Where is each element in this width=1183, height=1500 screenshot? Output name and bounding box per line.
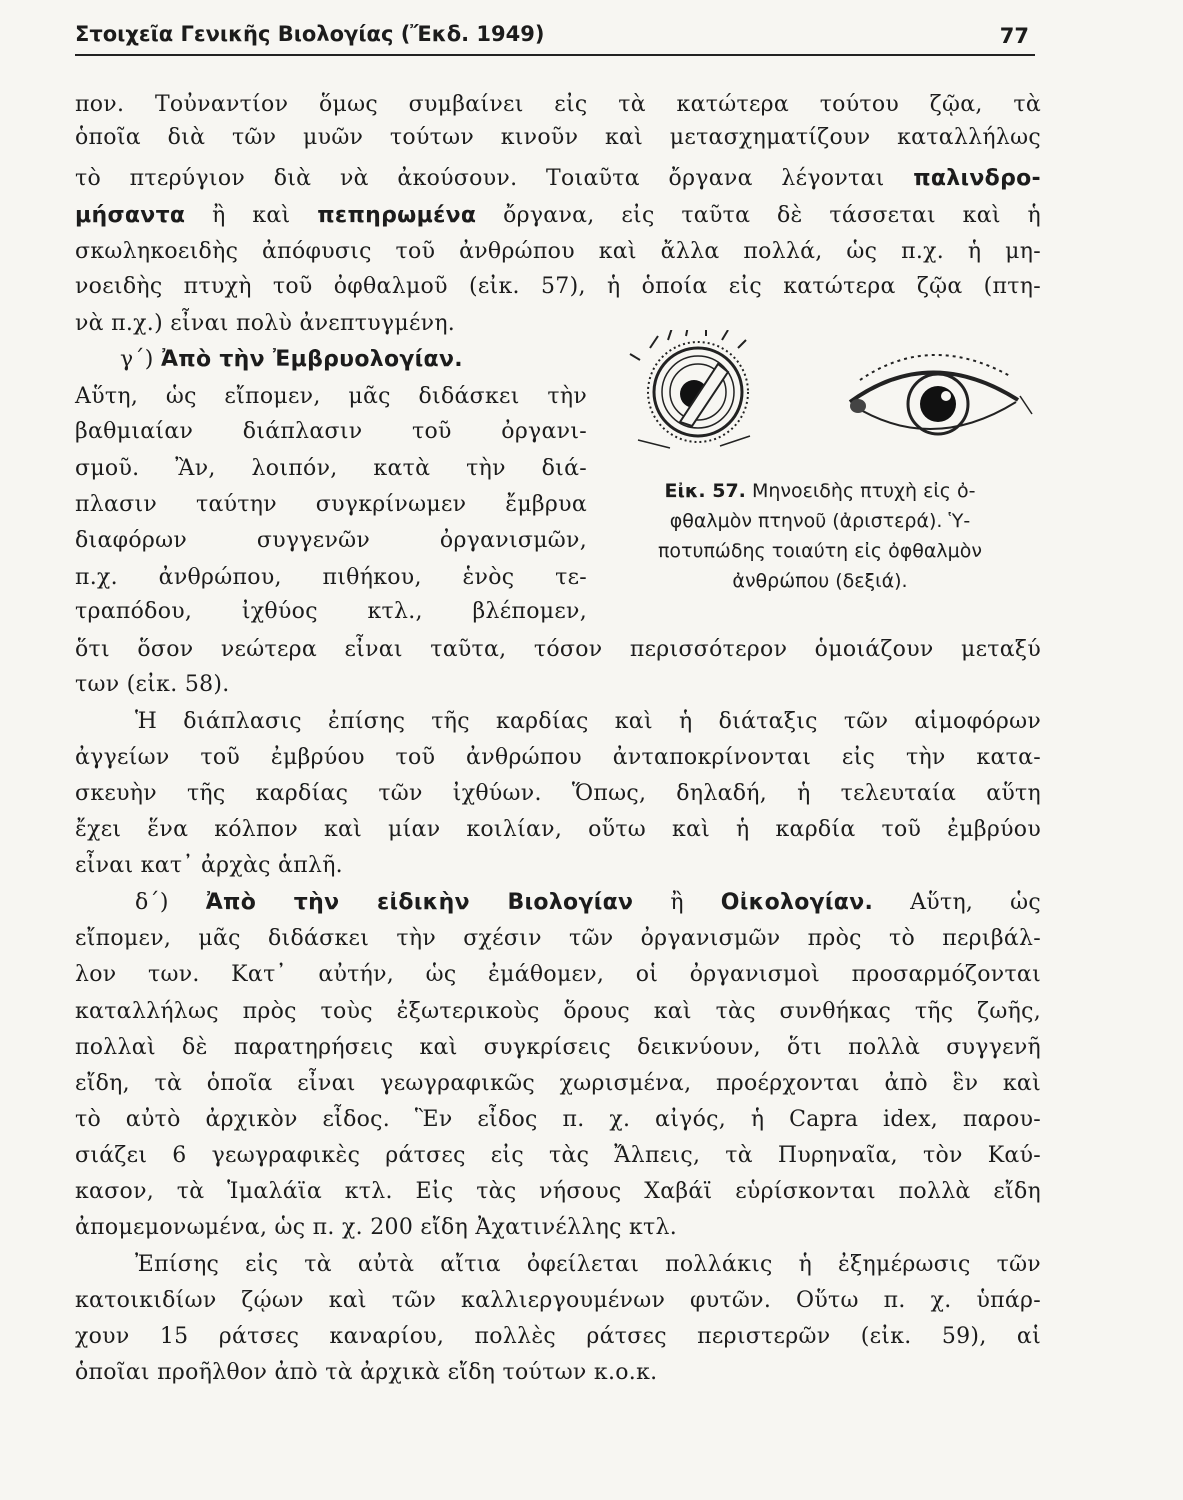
section-title: Ἀπὸ τὴν εἰδικὴν Βιολογίαν	[205, 890, 634, 915]
text-line: εἶναι κατ᾿ ἀρχὰς ἁπλῆ.	[75, 853, 343, 878]
text-line: πολλαὶ δὲ παρατηρήσεις καὶ συγκρίσεις δεικνύουν, ὅτι πολλὰ συγγενῆ	[75, 1035, 1041, 1060]
text-line: πον. Τοὐναντίον ὅμως συμβαίνει εἰς τὰ κατώτερα τούτου ζῷα, τὰ	[75, 92, 1041, 117]
text-line: π.χ. ἀνθρώπου, πιθήκου, ἑνὸς τε-	[75, 565, 587, 590]
section-marker: γ΄)	[120, 347, 154, 372]
text-line: εἴδη, τὰ ὁποῖα εἶναι γεωγραφικῶς χωρισμένα, προέρχονται ἀπὸ ἓν καὶ	[75, 1071, 1041, 1096]
page-number: 77	[999, 24, 1029, 48]
text-line: Αὕτη, ὡς εἴπομεν, μᾶς διδάσκει τὴν	[75, 384, 587, 409]
text-line: Ἐπίσης εἰς τὰ αὐτὰ αἴτια ὀφείλεται πολλάκις ἡ ἐξημέρωσις τῶν	[135, 1252, 1041, 1277]
text-line: ὅτι ὅσον νεώτερα εἶναι ταῦτα, τόσον περισσότερον ὁμοιάζουν μεταξύ	[75, 637, 1041, 662]
text-line: βαθμιαίαν διάπλασιν τοῦ ὀργανι-	[75, 419, 587, 444]
caption-line: ἀνθρώπου (δεξιά).	[732, 570, 908, 592]
running-title: Στοιχεῖα Γενικῆς Βιολογίας (Ἔκδ. 1949)	[75, 22, 545, 46]
caption-line: Μηνοειδὴς πτυχὴ εἰς ὀ-	[751, 480, 976, 502]
text-run: ἢ καὶ	[212, 203, 291, 228]
term-bold: παλινδρο-	[913, 166, 1041, 191]
text-line: κασον, τὰ Ἱμαλάϊα κτλ. Εἰς τὰς νήσους Χαβάϊ εὑρίσκονται πολλὰ εἴδη	[75, 1179, 1041, 1204]
text-run: τὸ πτερύγιον διὰ νὰ ἀκούσουν. Τοιαῦτα ὄργανα λέγονται	[75, 166, 885, 191]
figure-caption	[600, 476, 1040, 506]
section-title: Ἀπὸ τὴν Ἐμβρυολογίαν.	[160, 347, 463, 372]
text-line: ἀπομεμονωμένα, ὡς π. χ. 200 εἴδη Ἀχατινέλλης κτλ.	[75, 1215, 678, 1240]
section-marker: δ΄)	[135, 890, 169, 915]
term-bold: πεπηρωμένα	[317, 203, 477, 228]
section-heading	[75, 886, 1041, 919]
human-eye-illustration	[850, 355, 1032, 434]
term-bold: μήσαντα	[75, 203, 186, 228]
text-line: κατοικιδίων ζῴων καὶ τῶν καλλιεργουμένων φυτῶν. Οὕτω π. χ. ὑπάρ-	[75, 1288, 1041, 1313]
text-line: σκευὴν τῆς καρδίας τῶν ἰχθύων. Ὅπως, δηλαδή, ἡ τελευταία αὕτη	[75, 781, 1041, 806]
text-run: ὄργανα, εἰς ταῦτα δὲ τάσσεται καὶ ἡ	[503, 203, 1042, 228]
text-line	[75, 162, 1041, 195]
section-title: Οἰκολογίαν.	[720, 890, 874, 915]
text-line: καταλλήλως πρὸς τοὺς ἐξωτερικοὺς ὅρους καὶ τὰς συνθήκας τῆς ζωῆς,	[75, 999, 1041, 1024]
eye-illustrations	[610, 330, 1040, 470]
text-line: σκωληκοειδὴς ἀπόφυσις τοῦ ἀνθρώπου καὶ ἄλλα πολλά, ὡς π.χ. ἡ μη-	[75, 239, 1041, 264]
text-line: Ἡ διάπλασις ἐπίσης τῆς καρδίας καὶ ἡ διάταξις τῶν αἱμοφόρων	[135, 709, 1041, 734]
text-line: ὁποῖαι προῆλθον ἀπὸ τὰ ἀρχικὰ εἴδη τούτων κ.ο.κ.	[75, 1360, 658, 1385]
section-heading	[75, 343, 587, 376]
text-run: Αὕτη, ὡς	[910, 890, 1042, 915]
text-line: ἔχει ἕνα κόλπον καὶ μίαν κοιλίαν, οὕτω καὶ ἡ καρδία τοῦ ἐμβρύου	[75, 817, 1041, 842]
text-line: τὸ αὐτὸ ἀρχικὸν εἶδος. Ἓν εἶδος π. χ. αἰγός, ἡ Capra idex, παρου-	[75, 1107, 1041, 1132]
text-line: εἴπομεν, μᾶς διδάσκει τὴν σχέσιν τῶν ὀργανισμῶν πρὸς τὸ περιβάλ-	[75, 926, 1041, 951]
text-line	[75, 199, 1041, 232]
running-header	[75, 14, 1035, 56]
text-line: λον των. Κατ᾿ αὐτήν, ὡς ἐμάθομεν, οἱ ὀργανισμοὶ προσαρμόζονται	[75, 962, 1041, 987]
text-line: τραπόδου, ἰχθύος κτλ., βλέπομεν,	[75, 599, 587, 624]
text-line: σιάζει 6 γεωγραφικὲς ράτσες εἰς τὰς Ἄλπεις, τὰ Πυρηναῖα, τὸν Καύ-	[75, 1143, 1041, 1168]
text-line: ὁποῖα διὰ τῶν μυῶν τούτων κινοῦν καὶ μετασχηματίζουν καταλλήλως	[75, 125, 1041, 150]
text-line: των (εἰκ. 58).	[75, 672, 230, 697]
text-line: διαφόρων συγγενῶν ὀργανισμῶν,	[75, 528, 587, 553]
text-line: νοειδὴς πτυχὴ τοῦ ὀφθαλμοῦ (εἰκ. 57), ἡ ὁποία εἰς κατώτερα ζῷα (πτη-	[75, 274, 1041, 299]
text-line: χουν 15 ράτσες καναρίου, πολλὲς ράτσες περιστερῶν (εἰκ. 59), αἱ	[75, 1324, 1041, 1349]
figure-label: Εἰκ. 57.	[664, 480, 746, 502]
caption-line: φθαλμὸν πτηνοῦ (ἀριστερά). Ὑ-	[669, 510, 971, 532]
text-line: πλασιν ταύτην συγκρίνωμεν ἔμβρυα	[75, 492, 587, 517]
text-run: ἢ	[670, 890, 684, 915]
bird-eye-illustration	[630, 330, 750, 448]
text-line: ἀγγείων τοῦ ἐμβρύου τοῦ ἀνθρώπου ἀνταποκρίνονται εἰς τὴν κατα-	[75, 745, 1041, 770]
text-line: νὰ π.χ.) εἶναι πολὺ ἀνεπτυγμένη.	[75, 311, 456, 336]
caption-line: ποτυπώδης τοιαύτη εἰς ὀφθαλμὸν	[657, 540, 982, 562]
text-line: σμοῦ. Ἂν, λοιπόν, κατὰ τὴν διά-	[75, 456, 587, 481]
